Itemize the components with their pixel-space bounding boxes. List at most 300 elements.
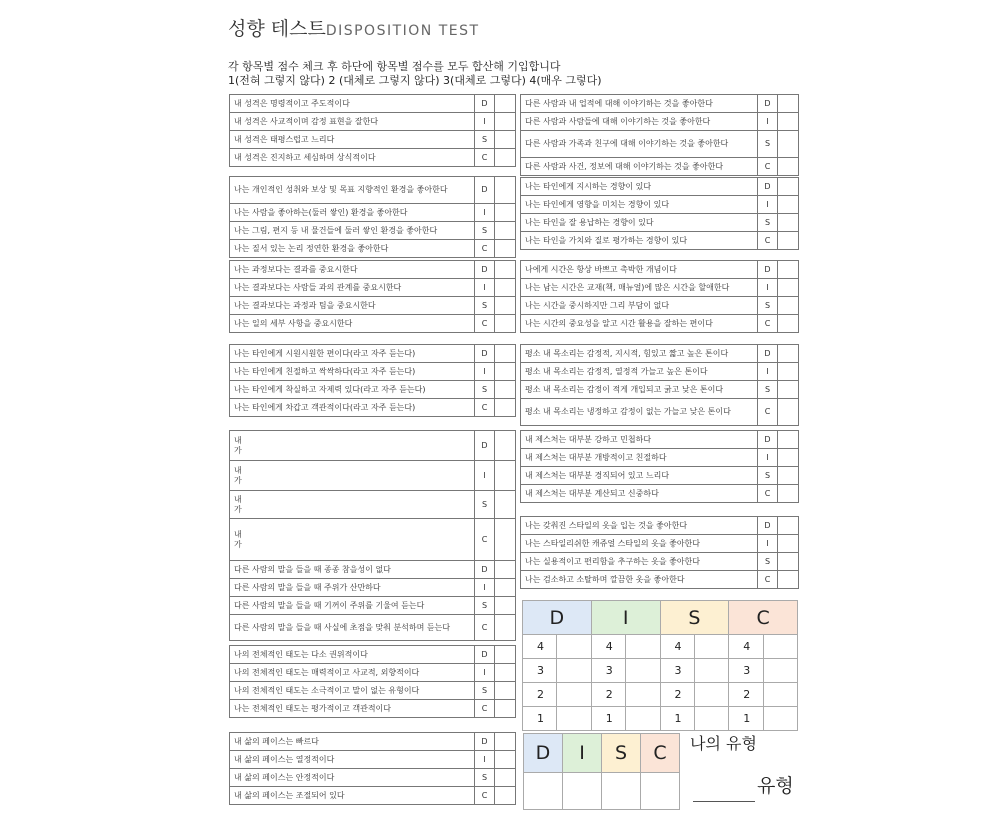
score-input[interactable] <box>778 279 799 297</box>
score-value: 2 <box>523 683 557 707</box>
score-input[interactable] <box>778 131 799 158</box>
question-text <box>230 615 475 641</box>
disc-header-d: D <box>523 601 592 635</box>
question-text-line: 평소 내 목소리는 냉정하고 감정이 없는 가늘고 낮은 톤이다 <box>525 407 731 416</box>
question-text <box>521 363 758 381</box>
question-text <box>230 315 475 333</box>
question-row <box>521 345 799 363</box>
score-input[interactable] <box>495 787 516 805</box>
score-input[interactable] <box>495 519 516 561</box>
score-input[interactable] <box>495 646 516 664</box>
question-text-line: 나는 결과보다는 사람들 과의 관계를 중요시한다 <box>234 282 402 292</box>
disc-letter: C <box>758 232 778 250</box>
question-row <box>230 315 516 333</box>
question-text-line: 다른 사람의 말을 들을 때 주위가 산만하다 <box>234 582 381 592</box>
score-input[interactable] <box>495 751 516 769</box>
question-text <box>521 297 758 315</box>
my-type-label: 나의 유형 <box>690 734 757 753</box>
disc-letter: S <box>475 597 495 615</box>
disc-letter: D <box>475 431 495 461</box>
question-text <box>230 113 475 131</box>
question-text <box>230 519 475 561</box>
disc-letter: S <box>758 381 778 399</box>
question-text <box>230 345 475 363</box>
score-input[interactable] <box>778 261 799 279</box>
question-text-line: 가 <box>234 475 242 485</box>
question-text <box>230 664 475 682</box>
result-input-i[interactable] <box>563 773 602 810</box>
score-input[interactable] <box>495 615 516 641</box>
question-text-line: 나는 실용적이고 편리함을 추구하는 옷을 좋아한다 <box>525 556 701 566</box>
my-type-blank[interactable] <box>693 801 755 802</box>
question-row <box>521 399 799 426</box>
score-input[interactable] <box>778 517 799 535</box>
score-input[interactable] <box>495 261 516 279</box>
question-row <box>230 519 516 561</box>
disc-letter: D <box>758 517 778 535</box>
question-text <box>521 431 758 449</box>
question-text <box>521 315 758 333</box>
score-tally-cell[interactable] <box>694 707 728 731</box>
score-tally-cell[interactable] <box>763 707 797 731</box>
score-tally-cell[interactable] <box>626 659 660 683</box>
disc-letter: C <box>758 571 778 589</box>
score-input[interactable] <box>778 553 799 571</box>
question-text-line: 나의 전체적인 태도는 매력적이고 사교적, 외향적이다 <box>234 667 420 677</box>
question-text-line: 나는 그림, 편지 등 내 물건들에 둘러 쌓인 환경을 좋아한다 <box>234 225 438 235</box>
score-input[interactable] <box>495 700 516 718</box>
score-value: 4 <box>660 635 694 659</box>
score-input[interactable] <box>495 491 516 519</box>
score-input[interactable] <box>495 177 516 204</box>
disc-letter: S <box>475 769 495 787</box>
question-text <box>521 95 758 113</box>
question-text-line: 나는 검소하고 소탈하며 깔끔한 옷을 좋아한다 <box>525 574 685 584</box>
question-text <box>521 113 758 131</box>
question-text-line: 다른 사람과 가족과 친구에 대해 이야기하는 것을 좋아한다 <box>525 139 729 148</box>
disc-letter: I <box>475 664 495 682</box>
score-input[interactable] <box>778 381 799 399</box>
score-value: 4 <box>523 635 557 659</box>
score-value: 1 <box>523 707 557 731</box>
question-text <box>230 177 475 204</box>
question-text <box>230 149 475 167</box>
question-text-line: 나는 시간의 중요성을 알고 시간 활용을 잘하는 편이다 <box>525 318 713 328</box>
score-tally-cell[interactable] <box>557 683 591 707</box>
score-value: 3 <box>729 659 763 683</box>
left-question-group <box>229 645 516 718</box>
result-header-s: S <box>602 734 641 773</box>
score-input[interactable] <box>495 579 516 597</box>
result-input-d[interactable] <box>524 773 563 810</box>
question-row <box>230 682 516 700</box>
score-tally-cell[interactable] <box>763 659 797 683</box>
score-tally-cell[interactable] <box>557 659 591 683</box>
score-input[interactable] <box>495 131 516 149</box>
question-row <box>230 177 516 204</box>
score-tally-cell[interactable] <box>626 635 660 659</box>
score-input[interactable] <box>778 297 799 315</box>
question-row <box>230 751 516 769</box>
disc-letter: I <box>475 113 495 131</box>
question-row <box>230 579 516 597</box>
question-row <box>521 467 799 485</box>
score-input[interactable] <box>778 571 799 589</box>
question-text <box>230 279 475 297</box>
question-row <box>230 597 516 615</box>
disc-letter: I <box>758 279 778 297</box>
question-text <box>230 240 475 258</box>
question-text-line: 다른 사람의 말을 들을 때 종종 참을성이 없다 <box>234 564 391 574</box>
question-text-line: 나는 타인에게 착실하고 자제력 있다(라고 자주 듣는다) <box>234 384 426 394</box>
left-question-group <box>229 732 516 805</box>
question-row <box>230 646 516 664</box>
disc-letter: I <box>475 363 495 381</box>
question-row <box>230 399 516 417</box>
question-text <box>230 561 475 579</box>
score-input[interactable] <box>778 345 799 363</box>
question-row <box>521 131 799 158</box>
question-text <box>230 579 475 597</box>
question-text <box>521 399 758 426</box>
disc-letter: S <box>758 131 778 158</box>
score-tally-cell[interactable] <box>694 659 728 683</box>
right-question-group <box>520 177 799 250</box>
score-input[interactable] <box>495 279 516 297</box>
score-input[interactable] <box>778 315 799 333</box>
title-english: DISPOSITION TEST <box>325 23 480 39</box>
question-row <box>521 485 799 503</box>
question-text <box>521 517 758 535</box>
question-text <box>230 131 475 149</box>
disc-letter: D <box>758 431 778 449</box>
question-text <box>521 158 758 176</box>
title-korean: 성향 테스트 <box>228 18 326 40</box>
score-tally-cell[interactable] <box>557 707 591 731</box>
score-input[interactable] <box>495 113 516 131</box>
score-input[interactable] <box>495 240 516 258</box>
score-input[interactable] <box>495 461 516 491</box>
question-text-line: 나는 전체적인 태도는 평가적이고 객관적이다 <box>234 703 392 713</box>
question-text-line: 내 성격은 사교적이며 감정 표현을 잘한다 <box>234 116 379 126</box>
question-text-line: 가 <box>234 539 242 549</box>
question-row <box>521 363 799 381</box>
question-text-line: 다른 사람과 내 업적에 대해 이야기하는 것을 좋아한다 <box>525 98 713 108</box>
score-value: 4 <box>591 635 625 659</box>
question-text <box>521 449 758 467</box>
question-row <box>521 553 799 571</box>
score-value: 3 <box>591 659 625 683</box>
score-input[interactable] <box>495 399 516 417</box>
question-text <box>230 381 475 399</box>
score-input[interactable] <box>495 345 516 363</box>
score-input[interactable] <box>495 297 516 315</box>
question-text-line: 내 제스처는 대부분 개방적이고 친절하다 <box>525 452 667 462</box>
disc-letter: C <box>475 615 495 641</box>
disc-letter: C <box>758 399 778 426</box>
question-row <box>521 261 799 279</box>
question-row <box>230 240 516 258</box>
question-text-line: 나는 과정보다는 결과를 중요시한다 <box>234 264 358 274</box>
disc-letter: D <box>475 646 495 664</box>
score-tally-cell[interactable] <box>557 635 591 659</box>
left-question-group <box>229 430 516 561</box>
disc-letter: D <box>758 261 778 279</box>
disc-letter: D <box>758 345 778 363</box>
question-text <box>230 751 475 769</box>
question-text <box>230 431 475 461</box>
question-text-line: 다른 사람의 말을 들을 때 기꺼이 주위를 기울여 듣는다 <box>234 600 425 610</box>
left-question-group <box>229 560 516 641</box>
disc-letter: D <box>475 261 495 279</box>
score-input[interactable] <box>778 196 799 214</box>
score-value: 3 <box>660 659 694 683</box>
question-row <box>230 363 516 381</box>
score-input[interactable] <box>495 733 516 751</box>
question-row <box>230 491 516 519</box>
score-input[interactable] <box>778 449 799 467</box>
question-row <box>230 700 516 718</box>
question-row <box>521 297 799 315</box>
score-input[interactable] <box>495 315 516 333</box>
score-input[interactable] <box>495 95 516 113</box>
disc-letter: C <box>758 315 778 333</box>
score-input[interactable] <box>778 399 799 426</box>
score-value: 1 <box>729 707 763 731</box>
question-row <box>521 279 799 297</box>
question-text-line: 나는 타인에게 차갑고 객관적이다(라고 자주 듣는다) <box>234 402 416 412</box>
score-value: 2 <box>591 683 625 707</box>
score-value: 2 <box>729 683 763 707</box>
question-text <box>230 682 475 700</box>
score-input[interactable] <box>778 158 799 176</box>
question-text-line: 나는 시간을 중시하지만 그리 부담이 없다 <box>525 300 670 310</box>
question-text-line: 나는 일의 세부 사항을 중요시한다 <box>234 318 353 328</box>
disc-letter: D <box>758 95 778 113</box>
score-input[interactable] <box>778 113 799 131</box>
left-question-group <box>229 344 516 417</box>
disc-letter: C <box>475 399 495 417</box>
score-tally-cell[interactable] <box>694 635 728 659</box>
question-text-line: 내 삶의 페이스는 조절되어 있다 <box>234 790 345 800</box>
disc-letter: I <box>475 579 495 597</box>
question-row <box>230 204 516 222</box>
result-input-c[interactable] <box>641 773 680 810</box>
score-input[interactable] <box>495 664 516 682</box>
question-text-line: 평소 내 목소리는 감정적, 열정적 가늘고 높은 톤이다 <box>525 366 708 376</box>
disc-letter: C <box>475 700 495 718</box>
question-row <box>521 214 799 232</box>
disc-letter: D <box>475 733 495 751</box>
score-tally-cell[interactable] <box>626 707 660 731</box>
question-row <box>521 535 799 553</box>
score-row <box>523 683 798 707</box>
score-row <box>523 659 798 683</box>
score-input[interactable] <box>778 431 799 449</box>
disc-letter: I <box>475 279 495 297</box>
question-row <box>521 517 799 535</box>
score-value: 3 <box>523 659 557 683</box>
question-text-line: 나에게 시간은 항상 바쁘고 촉박한 개념이다 <box>525 264 677 274</box>
disc-letter: I <box>758 363 778 381</box>
question-text <box>230 95 475 113</box>
disc-letter: S <box>758 553 778 571</box>
question-row <box>230 95 516 113</box>
question-text <box>521 214 758 232</box>
score-tally-cell[interactable] <box>626 683 660 707</box>
question-text <box>230 297 475 315</box>
score-input[interactable] <box>778 467 799 485</box>
question-row <box>230 733 516 751</box>
score-tally-cell[interactable] <box>763 635 797 659</box>
question-row <box>230 279 516 297</box>
score-input[interactable] <box>495 769 516 787</box>
question-row <box>230 615 516 641</box>
question-text <box>230 769 475 787</box>
question-row <box>230 381 516 399</box>
score-input[interactable] <box>778 178 799 196</box>
question-text <box>521 467 758 485</box>
question-text-line: 내 <box>234 435 242 445</box>
instruction-line-1: 각 항목별 점수 체크 후 하단에 항목별 점수를 모두 합산해 기입합니다 <box>228 60 561 73</box>
question-text-line: 가 <box>234 445 242 455</box>
question-row <box>230 131 516 149</box>
result-header-d: D <box>524 734 563 773</box>
question-row <box>521 315 799 333</box>
disc-letter: S <box>475 297 495 315</box>
question-text <box>521 381 758 399</box>
score-input[interactable] <box>495 363 516 381</box>
question-row <box>230 769 516 787</box>
question-text-line: 나는 타인에게 시원시원한 편이다(라고 자주 듣는다) <box>234 348 416 358</box>
question-row <box>230 113 516 131</box>
score-row <box>523 635 798 659</box>
question-text <box>521 485 758 503</box>
score-input[interactable] <box>495 204 516 222</box>
question-text <box>230 399 475 417</box>
disc-header-c: C <box>729 601 798 635</box>
question-text-line: 나는 타인에게 친절하고 싹싹하다(라고 자주 듣는다) <box>234 366 416 376</box>
question-text-line: 내 <box>234 529 242 539</box>
question-text-line: 평소 내 목소리는 감정적, 지시적, 힘있고 짧고 높은 톤이다 <box>525 348 729 358</box>
question-text <box>230 261 475 279</box>
score-input[interactable] <box>778 95 799 113</box>
question-text <box>521 232 758 250</box>
score-input[interactable] <box>495 561 516 579</box>
score-value: 1 <box>591 707 625 731</box>
score-input[interactable] <box>495 597 516 615</box>
question-text-line: 나는 갖춰진 스타일의 옷을 입는 것을 좋아한다 <box>525 520 688 530</box>
question-text <box>230 733 475 751</box>
question-text <box>230 461 475 491</box>
question-text <box>521 535 758 553</box>
disc-letter: S <box>475 682 495 700</box>
disc-letter: C <box>475 149 495 167</box>
score-tally-cell[interactable] <box>694 683 728 707</box>
question-row <box>230 561 516 579</box>
question-text-line: 내 성격은 명령적이고 주도적이다 <box>234 98 350 108</box>
score-input[interactable] <box>495 682 516 700</box>
disc-letter: C <box>475 240 495 258</box>
left-question-group <box>229 176 516 258</box>
score-input[interactable] <box>778 485 799 503</box>
score-input[interactable] <box>778 535 799 553</box>
question-text-line: 내 삶의 페이스는 열정적이다 <box>234 754 335 764</box>
type-suffix: 유형 <box>757 775 794 797</box>
question-text <box>521 345 758 363</box>
score-input[interactable] <box>495 149 516 167</box>
disc-letter: I <box>758 449 778 467</box>
question-text-line: 나는 개인적인 성취와 보상 및 목표 지향적인 환경을 좋아한다 <box>234 185 448 194</box>
question-text-line: 다른 사람의 말을 들을 때 사실에 초점을 맞춰 분석하며 듣는다 <box>234 622 451 632</box>
question-row <box>521 178 799 196</box>
disc-letter: I <box>758 196 778 214</box>
score-value: 1 <box>660 707 694 731</box>
disc-letter: S <box>475 222 495 240</box>
question-text-line: 나는 남는 시간은 교재(책, 매뉴얼)에 많은 시간을 할애한다 <box>525 282 730 292</box>
result-input-s[interactable] <box>602 773 641 810</box>
disc-letter: S <box>475 491 495 519</box>
my-type-table <box>523 733 680 810</box>
question-row <box>521 95 799 113</box>
result-header-c: C <box>641 734 680 773</box>
disc-letter: D <box>475 345 495 363</box>
question-text-line: 내 성격은 진지하고 세심하며 상식적이다 <box>234 152 376 162</box>
question-text <box>521 178 758 196</box>
left-question-group <box>229 260 516 333</box>
question-row <box>230 787 516 805</box>
score-tally-cell[interactable] <box>763 683 797 707</box>
question-text-line: 내 삶의 페이스는 안정적이다 <box>234 772 335 782</box>
question-text-line: 내 제스처는 대부분 강하고 민첩하다 <box>525 434 652 444</box>
score-input[interactable] <box>495 431 516 461</box>
disc-letter: S <box>475 131 495 149</box>
question-text <box>230 646 475 664</box>
question-text <box>521 196 758 214</box>
score-input[interactable] <box>778 363 799 381</box>
score-value: 4 <box>729 635 763 659</box>
score-input[interactable] <box>495 222 516 240</box>
score-input[interactable] <box>778 232 799 250</box>
disc-letter: D <box>758 178 778 196</box>
disc-letter: I <box>758 113 778 131</box>
question-text <box>230 491 475 519</box>
question-text-line: 나는 타인을 잘 용납하는 경향이 있다 <box>525 217 654 227</box>
disc-letter: I <box>475 204 495 222</box>
disc-letter: D <box>475 95 495 113</box>
question-row <box>521 381 799 399</box>
question-row <box>230 149 516 167</box>
score-input[interactable] <box>778 214 799 232</box>
question-text-line: 나의 전체적인 태도는 소극적이고 말이 없는 유형이다 <box>234 685 420 695</box>
disc-letter: I <box>475 461 495 491</box>
right-question-group <box>520 430 799 503</box>
result-header-i: I <box>563 734 602 773</box>
disc-letter: D <box>475 561 495 579</box>
disc-score-table <box>522 600 798 731</box>
question-text-line: 나는 타인을 가치와 질로 평가하는 경향이 있다 <box>525 235 688 245</box>
question-text-line: 내 제스처는 대부분 계산되고 신중하다 <box>525 488 659 498</box>
question-text <box>521 571 758 589</box>
question-text-line: 나는 타인에게 영향을 미치는 경향이 있다 <box>525 199 670 209</box>
disc-header-s: S <box>660 601 729 635</box>
question-text-line: 가 <box>234 504 242 514</box>
question-text-line: 나는 타인에게 지시하는 경향이 있다 <box>525 181 652 191</box>
score-input[interactable] <box>495 381 516 399</box>
question-text <box>521 131 758 158</box>
question-text <box>230 222 475 240</box>
instruction-line-2: 1(전혀 그렇지 않다) 2 (대체로 그렇지 않다) 3(대체로 그렇다) 4(매우 그렇다) <box>228 74 602 87</box>
